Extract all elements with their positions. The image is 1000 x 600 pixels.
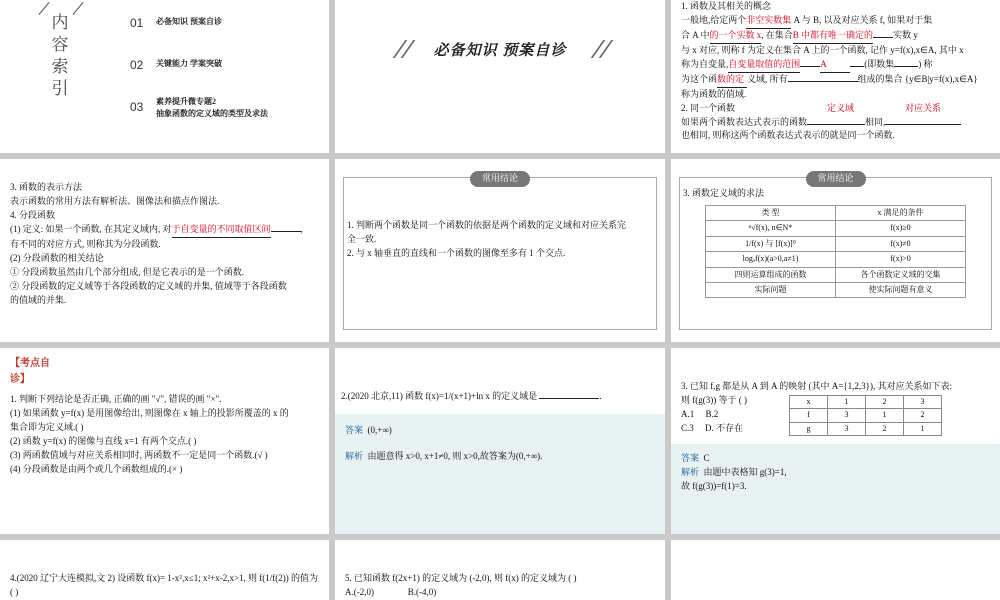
table-row: 1/f(x) 与 [f(x)]⁰ f(x)≠0 xyxy=(706,236,966,251)
decor-line xyxy=(72,2,83,15)
text-line: ① 分段函数虽然由几个部分组成, 但是它表示的是一个函数. xyxy=(10,266,245,277)
table-row: 实际问题 使实际问题有意义 xyxy=(706,282,966,297)
question-4: 4.(2020 辽宁大连模拟,文 2) 设函数 f(x)= 1-x²,x≤1; x²+x-2,x>1, 则 f(1/f(2)) 的值为 ( ) xyxy=(10,573,319,597)
concept-line: 如果两个函数表达式表示的函数 相同, xyxy=(681,116,990,130)
table-row: ⁿ√f(x), n∈N* f(x)≥0 xyxy=(706,221,966,236)
question-line: (2) 函数 y=f(x) 的图像与直线 x=1 有两个交点.( ) xyxy=(10,435,197,446)
text-line: 4. 分段函数 xyxy=(10,209,56,220)
domain-table: 类 型 x 满足的条件 ⁿ√f(x), n∈N* f(x)≥0 1/f(x) 与 [f(x)]⁰ f(x)≠0 logₐf(x)(a>0,a≠1) f(x)>0 四则运算组成的函数 各个函数定义域的交集 实际问题 使实际问题有意义 xyxy=(705,205,966,298)
question-line: (4) 分段函数是由两个或几个函数组成的.(× ) xyxy=(10,463,183,474)
answer-value: (0,+∞) xyxy=(367,425,392,435)
answer-domain: 定义域 xyxy=(827,102,855,113)
concept-line: 合 A 中的一个实数 x, 在集合B 中都有唯一确定的 实数 y xyxy=(681,29,990,44)
text-line: (1) 定义: 如果一个函数, 在其定义域内, 对于自变量的不同取值区间 , xyxy=(10,223,319,238)
conclusion-badge: 常用结论 xyxy=(470,171,530,187)
question-line: (1) 如果函数 y=f(x) 是用图像给出, 则图像在 x 轴上的投影所覆盖的 x 的 xyxy=(10,407,289,418)
toc-item-1[interactable]: 01 必备知识 预案自诊 xyxy=(130,16,222,30)
self-check-label: 【考点自 诊】 xyxy=(10,358,50,385)
slide-toc[interactable] xyxy=(0,0,329,153)
conclusion-text: 1. 判断两个函数是同一个函数的依据是两个函数的定义域和对应关系完 全一致. 2. 与 x 轴垂直的直线和一个函数的图像至多有 1 个交点. xyxy=(347,220,627,258)
toc-item-2[interactable]: 02 关键能力 学案突破 xyxy=(130,58,222,72)
table-row: logₐf(x)(a>0,a≠1) f(x)>0 xyxy=(706,252,966,267)
conclusion-badge: 常用结论 xyxy=(805,171,865,187)
slide-conclusions-1[interactable] xyxy=(335,159,665,342)
question-3: 3. 已知 f,g 都是从 A 到 A 的映射 (其中 A={1,2,3}), 其对应关系如下表: 则 f(g(3)) 等于 ( ) A.1 B.2 C.3 D. 不存在 xyxy=(681,381,952,433)
slide-conclusions-2[interactable] xyxy=(671,159,1000,342)
explanation-text: 由题意得 x>0, x+1≠0, 则 x>0,故答案为(0,+∞). xyxy=(367,450,543,461)
concept-line: 称为函数的值域. xyxy=(681,88,747,99)
question-line: 集合即为定义域.( ) xyxy=(10,421,84,432)
heading-2-row xyxy=(681,102,990,116)
table-row: x 1 2 3 xyxy=(790,396,942,409)
answer-label: 答案 xyxy=(681,453,700,463)
table-row: f 3 1 2 xyxy=(790,409,942,422)
concept-line: 与 x 对应, 则称 f 为定义在集合 A 上的一个函数, 记作 y=f(x),x∈A, 其中 x xyxy=(681,44,964,55)
heading-2: 2. 同一个函数 xyxy=(681,102,736,113)
concept-line: 也相同, 则称这两个函数表达式表示的就是同一个函数. xyxy=(681,130,895,141)
slide-function-concept[interactable] xyxy=(671,0,1000,153)
answer-box xyxy=(671,444,1000,534)
explanation-text: 故 f(g(3))=f(1)=3. xyxy=(681,480,747,491)
question-line: 1. 判断下列结论是否正确, 正确的画 "√", 错误的画 "×". xyxy=(10,394,222,404)
answer-label: 答案 xyxy=(345,425,364,435)
answer-mapping: 对应关系 xyxy=(905,102,942,113)
toc-title: 内 容 索 引 xyxy=(51,13,69,99)
slide-question-3[interactable] xyxy=(671,348,1000,534)
explanation-label: 解析 xyxy=(681,466,700,477)
domain-heading: 3. 函数定义域的求法 xyxy=(683,188,765,198)
concept-line: 一般地,给定两个非空实数集 A 与 B, 以及对应关系 f, 如果对于集 xyxy=(681,14,990,29)
mapping-table xyxy=(789,395,942,436)
text-line: 表示函数的常用方法有解析法、图像法和描点作图法. xyxy=(10,195,220,206)
concept-line: 为这个函数的定 义域, 所有 组成的集合 {y∈B|y=f(x),x∈A} xyxy=(681,73,990,88)
table-row: g 3 2 1 xyxy=(790,422,942,435)
slide-question-2[interactable] xyxy=(335,348,665,534)
question-5: 5. 已知函数 f(2x+1) 的定义域为 (-2,0), 则 f(x) 的定义域为 ( ) A.(-2,0) B.(-4,0) xyxy=(345,573,577,597)
question-line: (3) 两函数值域与对应关系相同时, 两函数不一定是同一个函数.(√ ) xyxy=(10,449,268,460)
answer-value: C xyxy=(703,453,710,463)
slide-question-5[interactable] xyxy=(335,540,665,600)
text-line: 3. 函数的表示方法 xyxy=(10,182,83,192)
slide-representation[interactable] xyxy=(0,159,329,342)
slide-blank[interactable] xyxy=(671,540,1000,600)
table-row: 四则运算组成的函数 各个函数定义域的交集 xyxy=(706,267,966,282)
section-title: 必备知识 预案自诊 xyxy=(433,43,567,59)
question-2: 2.(2020 北京,11) 函数 f(x)=1/(x+1)+ln x 的定义域是 . xyxy=(341,391,602,401)
text-line: 有不同的对应方式, 则称其为分段函数. xyxy=(10,238,161,249)
heading-1: 1. 函数及其相关的概念 xyxy=(681,1,772,11)
toc-item-3-line2: 抽象函数的定义域的类型及求法 xyxy=(156,109,268,118)
answer-box xyxy=(335,414,665,534)
slide-self-check[interactable] xyxy=(0,348,329,534)
explanation-text: 由题中表格知 g(3)=1, xyxy=(703,466,787,477)
toc-item-3-line1: 素养提升微专题2 xyxy=(156,97,216,106)
toc-item-3[interactable]: 03 素养提升微专题2 抽象函数的定义域的类型及求法 xyxy=(130,97,268,118)
text-line: (2) 分段函数的相关结论 xyxy=(10,252,104,263)
slide-section-title[interactable] xyxy=(335,0,665,153)
text-line: ② 分段函数的定义域等于各段函数的定义域的并集, 值域等于各段函数 xyxy=(10,280,287,291)
text-line: 的值域的并集. xyxy=(10,294,67,305)
explanation-label: 解析 xyxy=(345,450,364,461)
concept-line: 称为自变量,自变量取值的范围 A (即数集 ) 称 xyxy=(681,58,990,73)
slide-question-4[interactable] xyxy=(0,540,329,600)
